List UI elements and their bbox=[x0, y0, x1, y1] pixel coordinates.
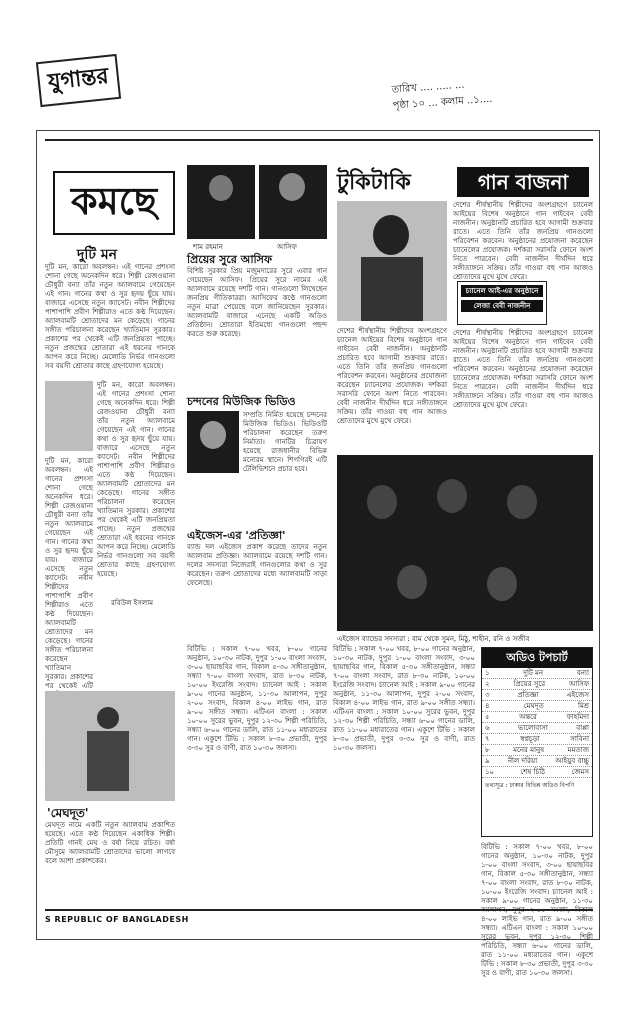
chart-artist: বাপ্পা bbox=[576, 724, 589, 732]
kanak-body-top: দেশের শীর্ষস্থানীয় শিল্পীদের অংশগ্রহণে চ্যানেল আইয়ের বিশেষ অনুষ্ঠানে গান গাইবেন বেবী নাজনীন। অনুষ্ঠানটি প্রচারিত হবে আগামী শুক্রবার রাতে। এতে তিনি তাঁর জনপ্রিয় গানগুলো পরিবেশন করবেন। অনুষ্ঠানের প্রযোজনা করেছেন চ্যানেলের প্রযোজক। দর্শকরা সরাসরি ফোনে অংশ নিতে পারবেন। বেবী নাজনীন দীর্ঘদিন ধরে সঙ্গীতাঙ্গনে সক্রিয়। তাঁর গাওয়া বহু গান আজও শ্রোতাদের মুখে মুখে ফেরে। bbox=[453, 201, 593, 281]
chart-title: মেঘদূত bbox=[523, 702, 544, 710]
chart-title: অন্তরে bbox=[519, 713, 537, 721]
shaam-caption: শাম রহমান bbox=[193, 243, 223, 251]
duti-mon-headline: দুটি মন bbox=[77, 247, 117, 263]
duti-mon-body: দুটি মন, কারো অবলম্বন। এই গানের প্রশংসা শোনা গেছে অনেকদিন ধরে। শিল্পী রেজওয়ানা চৌধুরী বন্যা তাঁর নতুন অ্যালবামে গেয়েছেন এই গান। গানের কথা ও সুর হৃদয় ছুঁয়ে যায়। বাজারে এসেছে নতুন ক্যাসেট। নবীন শিল্পীদের পাশাপাশি প্রবীণ শিল্পীরাও এতে কণ্ঠ দিয়েছেন। অ্যালবামটি শ্রোতাদের মন কেড়েছে। গানের সঙ্গীত পরিচালনা করেছেন খ্যাতিমান সুরকার। প্রকাশের পর থেকেই এটি জনপ্রিয়তা পাচ্ছে। নতুন প্রজন্মের শ্রোতারা এই ধরনের গানকে আপন করে নিচ্ছে। মেলোডি নির্ভর গানগুলো সব বয়সী শ্রোতার কাছে গ্রহণযোগ্য হয়েছে। bbox=[45, 263, 175, 370]
chart-row bbox=[482, 701, 592, 712]
chart-row bbox=[482, 712, 592, 723]
chart-rank: ৭ bbox=[485, 735, 490, 743]
chart-artist: বন্যা bbox=[576, 669, 589, 677]
kanak-body-right: দেশের শীর্ষস্থানীয় শিল্পীদের অংশগ্রহণে চ্যানেল আইয়ের বিশেষ অনুষ্ঠানে গান গাইবেন বেবী নাজনীন। অনুষ্ঠানটি প্রচারিত হবে আগামী শুক্রবার রাতে। এতে তিনি তাঁর জনপ্রিয় গানগুলো পরিবেশন করবেন। অনুষ্ঠানের প্রযোজনা করেছেন চ্যানেলের প্রযোজক। দর্শকরা সরাসরি ফোনে অংশ নিতে পারবেন। বেবী নাজনীন দীর্ঘদিন ধরে সঙ্গীতাঙ্গনে সক্রিয়। তাঁর গাওয়া বহু গান আজও শ্রোতাদের মুখে মুখে ফেরে। bbox=[453, 329, 593, 409]
chart-row bbox=[482, 767, 592, 778]
chart-rank: ৪ bbox=[485, 702, 490, 710]
chandan-photo bbox=[187, 411, 239, 473]
chart-title: প্রতিজ্ঞা bbox=[517, 691, 539, 699]
audio-chart-footnote: তথ্যসূত্র : ঢাকার বিভিন্ন অডিও বিপণি bbox=[485, 782, 575, 789]
audio-chart bbox=[481, 647, 593, 837]
badge-line1: চ্যানেল আই-এর অনুষ্ঠানে bbox=[461, 285, 543, 297]
chart-artist: সাবিনা bbox=[570, 735, 589, 743]
band-photo-caption: এইজেস ব্যান্ডের সদস্যরা : বাম থেকে সুমন, মিঠু, শাহীন, রনি ও সজীব bbox=[337, 635, 530, 643]
aijes-band-photo bbox=[337, 455, 593, 631]
chart-row bbox=[482, 690, 592, 701]
chart-artist: এইজেস bbox=[566, 691, 589, 699]
audio-chart-list bbox=[482, 668, 592, 778]
duti-mon-body-cont2: দুটি মন, কারো অবলম্বন। এই গানের প্রশংসা শোনা গেছে অনেকদিন ধরে। শিল্পী রেজওয়ানা চৌধুরী বন্যা তাঁর নতুন অ্যালবামে গেয়েছেন এই গান। গানের কথা ও সুর হৃদয় ছুঁয়ে যায়। বাজারে এসেছে নতুন ক্যাসেট। নবীন শিল্পীদের পাশাপাশি প্রবীণ শিল্পীরাও এতে কণ্ঠ দিয়েছেন। অ্যালবামটি শ্রোতাদের মন কেড়েছে। গানের সঙ্গীত পরিচালনা করেছেন খ্যাতিমান সুরকার। প্রকাশের পর থেকেই এটি bbox=[45, 457, 93, 690]
chart-artist: মমতাজ bbox=[567, 746, 589, 754]
chart-artist: আইয়ুব বাচ্চু bbox=[555, 757, 589, 765]
chandan-headline: চন্দনের মিউজিক ভিডিও bbox=[187, 395, 296, 408]
schedule-col3: বিটিভি : সকাল ৭-০০ খবর, ৮-০০ গানের অনুষ্ঠান, ১০-৩০ নাটক, দুপুর ১-০০ বাংলা সংবাদ, ৩-০০ ছায়াছবির গান, বিকাল ৫-৩০ সঙ্গীতানুষ্ঠান, সন্ধ্যা ৭-০০ বাংলা সংবাদ, রাত ৮-৩০ নাটক, ১০-০০ ইংরেজি সংবাদ। চ্যানেল আই : সকাল ৯-০০ গানের অনুষ্ঠান, ১১-৩০ ৪-০০ লাইভ গান, রাত ৯-০০ সঙ্গীত সন্ধ্যা। এটিএন বাংলা : সকাল ১০-০০ সুরের ভুবন, দুপুর ১২-৩০ শিল্পী পরিচিতি, সন্ধ্যা ৬-০০ গানের ডালি, রাত ১১-০০ মধ্যরাতের গান। একুশে টিভি : সকাল ৮-৩০ প্রভাতী, দুপুর ৩-৩০ সুর ও বাণী, রাত ১০-৩০ জলসা। bbox=[481, 843, 593, 977]
duti-mon-body-cont: দুটি মন, কারো অবলম্বন। এই গানের প্রশংসা শোনা গেছে অনেকদিন ধরে। শিল্পী রেজওয়ানা চৌধুরী বন্যা তাঁর নতুন অ্যালবামে গেয়েছেন এই গান। গানের কথা ও সুর হৃদয় ছুঁয়ে যায়। বাজারে এসেছে নতুন ক্যাসেট। নবীন শিল্পীদের পাশাপাশি প্রবীণ শিল্পীরাও এতে কণ্ঠ দিয়েছেন। অ্যালবামটি শ্রোতাদের মন কেড়েছে। গানের সঙ্গীত পরিচালনা করেছেন খ্যাতিমান সুরকার। প্রকাশের পর থেকেই এটি জনপ্রিয়তা পাচ্ছে। নতুন প্রজন্মের শ্রোতারা এই ধরনের গানকে আপন করে নিচ্ছে। মেলোডি নির্ভর গানগুলো সব বয়সী শ্রোতার কাছে গ্রহণযোগ্য হয়েছে। bbox=[97, 381, 175, 578]
chart-title: প্রিয়ের সুরে bbox=[513, 680, 546, 688]
shaam-photo bbox=[187, 165, 255, 239]
chart-artist: আসিফ bbox=[569, 680, 589, 688]
meghdut-body: মেঘদূত নামে একটি নতুন অ্যালবাম প্রকাশিত হয়েছে। এতে কণ্ঠ দিয়েছেন একাধিক শিল্পী। প্রতিটি গানই মেঘ ও বর্ষা নিয়ে রচিত। বর্ষা মৌসুমে অ্যালবামটি শ্রোতাদের ভালো লাগবে বলে আশা প্রকাশকের। bbox=[45, 821, 175, 865]
date-note-line1: তারিখ .... ..... ... bbox=[391, 79, 465, 96]
chart-row bbox=[482, 723, 592, 734]
chart-rank: ৯ bbox=[485, 757, 490, 765]
meghdut-headline: 'মেঘদূত' bbox=[47, 806, 89, 820]
chart-title: স্বপ্নচূড়া bbox=[520, 735, 540, 743]
main-title: কমছে bbox=[53, 171, 175, 235]
asif-photo bbox=[259, 165, 327, 239]
channel-badge bbox=[457, 281, 547, 325]
section-title-part1: টুকিটাকি bbox=[337, 169, 411, 195]
ai-jes-body: ব্যান্ড দল এইজেস প্রকাশ করেছে তাদের নতুন অ্যালবাম প্রতিজ্ঞা। অ্যালবামে রয়েছে দশটি গান। দলের সদস্যরা নিজেরাই গানগুলোর কথা ও সুর করেছেন। তরুণ শ্রোতাদের মধ্যে অ্যালবামটি সাড়া ফেলেছে। bbox=[187, 543, 327, 587]
badge-line2: লেজা বেবী নাজনীন bbox=[461, 300, 543, 312]
chart-artist: মিশ্র bbox=[578, 702, 589, 710]
priyar-sure-headline: প্রিয়ের সুরে আসিফ bbox=[187, 253, 272, 266]
schedule-col2: বিটিভি : সকাল ৭-০০ খবর, ৮-০০ গানের অনুষ্ঠান, ১০-৩০ নাটক, দুপুর ১-০০ বাংলা সংবাদ, ৩-০০ ছায়াছবির গান, বিকাল ৫-৩০ সঙ্গীতানুষ্ঠান, সন্ধ্যা ৭-০০ বাংলা সংবাদ, রাত ৮-৩০ নাটক, ১০-০০ ইংরেজি সংবাদ। চ্যানেল আই : সকাল ৯-০০ গানের অনুষ্ঠান, ১১-৩০ আলাপন, দুপুর ২-০০ সংবাদ, বিকাল ৪-০০ লাইভ গান, রাত ৯-০০ সঙ্গীত সন্ধ্যা। এটিএন বাংলা : সকাল ১০-০০ সুরের ভুবন, দুপুর ১২-৩০ শিল্পী পরিচিতি, সন্ধ্যা ৬-০০ গানের ডালি, রাত ১১-০০ মধ্যরাতের গান। একুশে টিভি : সকাল ৮-৩০ প্রভাতী, দুপুর ৩-৩০ সুর ও বাণী, রাত ১০-৩০ জলসা। bbox=[333, 645, 475, 752]
meghdut-photo bbox=[45, 691, 175, 801]
bottom-rule bbox=[45, 909, 593, 911]
chart-title: মনের মানুষ bbox=[513, 746, 545, 754]
asif-caption: আসিফ bbox=[277, 243, 297, 251]
chart-rank: ২ bbox=[485, 680, 490, 688]
schedule-col1: বিটিভি : সকাল ৭-০০ খবর, ৮-০০ গানের অনুষ্ঠান, ১০-৩০ নাটক, দুপুর ১-০০ বাংলা সংবাদ, ৩-০০ ছায়াছবির গান, বিকাল ৫-৩০ সঙ্গীতানুষ্ঠান, সন্ধ্যা ৭-০০ বাংলা সংবাদ, রাত ৮-৩০ নাটক, ১০-০০ ইংরেজি সংবাদ। চ্যানেল আই : সকাল ৯-০০ গানের অনুষ্ঠান, ১১-৩০ আলাপন, দুপুর ২-০০ সংবাদ, বিকাল ৪-০০ লাইভ গান, রাত ৯-০০ সঙ্গীত সন্ধ্যা। এটিএন বাংলা : সকাল ১০-০০ সুরের ভুবন, দুপুর ১২-৩০ শিল্পী পরিচিতি, সন্ধ্যা ৬-০০ গানের ডালি, রাত ১১-০০ মধ্যরাতের গান। একুশে টিভি : সকাল ৮-৩০ প্রভাতী, দুপুর ৩-৩০ সুর ও বাণী, রাত ১০-৩০ জলসা। bbox=[187, 645, 327, 752]
ai-jes-headline: এইজেস-এর 'প্রতিজ্ঞা' bbox=[187, 529, 286, 542]
newspaper-page bbox=[36, 130, 600, 977]
chart-artist: ফাহমিদা bbox=[566, 713, 589, 721]
chart-title: দুটি মন bbox=[523, 669, 544, 677]
chart-rank: ৫ bbox=[485, 713, 490, 721]
kanak-body-left: দেশের শীর্ষস্থানীয় শিল্পীদের অংশগ্রহণে চ্যানেল আইয়ের বিশেষ অনুষ্ঠানে গান গাইবেন বেবী নাজনীন। অনুষ্ঠানটি প্রচারিত হবে আগামী শুক্রবার রাতে। এতে তিনি তাঁর জনপ্রিয় গানগুলো পরিবেশন করবেন। অনুষ্ঠানের প্রযোজনা করেছেন চ্যানেলের প্রযোজক। দর্শকরা সরাসরি ফোনে অংশ নিতে পারবেন। বেবী নাজনীন দীর্ঘদিন ধরে সঙ্গীতাঙ্গনে সক্রিয়। তাঁর গাওয়া বহু গান আজও শ্রোতাদের মুখে মুখে ফেরে। bbox=[337, 327, 447, 425]
date-note bbox=[391, 69, 583, 114]
chart-row bbox=[482, 679, 592, 690]
chart-rank: ১ bbox=[485, 669, 490, 677]
chart-row bbox=[482, 745, 592, 756]
chart-rank: ৩ bbox=[485, 691, 490, 699]
chart-title: শেষ চিঠি bbox=[520, 768, 546, 776]
chart-row bbox=[482, 756, 592, 767]
baby-naznin-photo bbox=[337, 201, 447, 321]
chart-rank: ৬ bbox=[485, 724, 490, 732]
chart-rank: ৮ bbox=[485, 746, 490, 754]
top-rule bbox=[45, 139, 593, 141]
chart-row bbox=[482, 668, 592, 679]
chart-title: ভালোবাসা bbox=[517, 724, 548, 732]
chart-row bbox=[482, 734, 592, 745]
section-title-part2: গান বাজনা bbox=[457, 167, 589, 197]
date-note-line2: পৃষ্ঠা ১০ ... কলাম ..১.... bbox=[392, 93, 493, 112]
duti-mon-photo bbox=[45, 381, 93, 451]
chart-title: নীল দরিয়া bbox=[507, 757, 538, 765]
clipping-stamp: যুগান্তর bbox=[36, 54, 121, 107]
chart-artist: জেমস bbox=[571, 768, 589, 776]
duti-mon-byline: রবিউল ইসলাম bbox=[111, 599, 154, 607]
chandan-body: সম্প্রতি নির্মিত হয়েছে চন্দনের মিউজিক ভিডিও। ভিডিওটি পরিচালনা করেছেন তরুণ নির্মাতা। গানটির চিত্রায়ণ হয়েছে রাজধানীর বিভিন্ন মনোরম স্থানে। শিগগিরই এটি টেলিভিশনে প্রচার হবে। bbox=[243, 411, 327, 473]
chart-rank: ১০ bbox=[485, 768, 495, 776]
priyar-sure-body: বিশিষ্ট সুরকার প্রিয় মজুমদারের সুরে এবার গান গেয়েছেন আসিফ। প্রিয়ের সুরে নামের এই অ্যালবামে রয়েছে দশটি গান। গানগুলো লিখেছেন জনপ্রিয় গীতিকাররা। আসিফের কণ্ঠে গানগুলো নতুন মাত্রা পেয়েছে বলে জানিয়েছেন সুরকার। অ্যালবামটি বাজারে এনেছে একটি অডিও প্রতিষ্ঠান। শ্রোতারা ইতিমধ্যে গানগুলো পছন্দ করতে শুরু করেছে। bbox=[187, 267, 327, 338]
footer-left: S REPUBLIC OF BANGLADESH bbox=[45, 915, 189, 924]
audio-chart-title: অডিও টপচার্ট bbox=[482, 648, 592, 668]
